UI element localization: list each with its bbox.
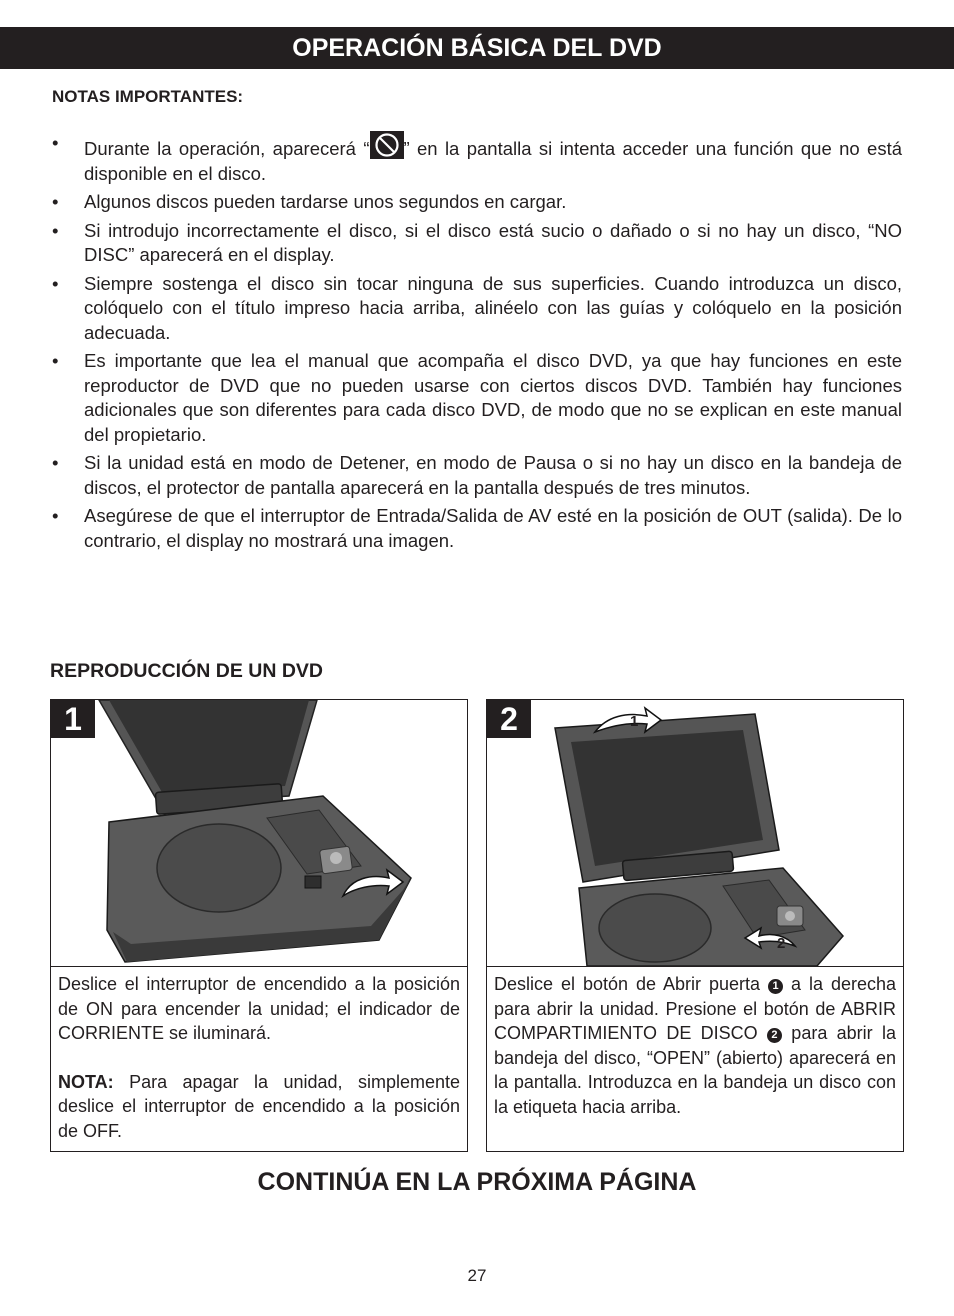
bullet: • — [52, 350, 59, 371]
notes-title: NOTAS IMPORTANTES: — [52, 87, 244, 106]
list-item — [52, 451, 902, 500]
circled-number-1: 1 — [768, 979, 783, 994]
step-1-text: Deslice el interruptor de encendido a la posición de ON para encender la unidad; el indicador de CORRIENTE se iluminará. — [58, 974, 460, 1043]
list-item — [52, 272, 902, 346]
dvd-player-open-image — [51, 700, 467, 966]
notes-list — [52, 131, 902, 557]
step-2-illustration — [487, 700, 903, 966]
no-entry-icon — [370, 131, 404, 159]
note-text: Si introdujo incorrectamente el disco, si el disco está sucio o dañado o si no hay un disco, “NO DISC” aparecerá en el display. — [84, 219, 902, 265]
callout-2: 2 — [777, 935, 786, 952]
note-text: Asegúrese de que el interruptor de Entrada/Salida de AV esté en la posición de OUT (salida). De lo contrario, el display no mostrará una imagen. — [84, 505, 902, 551]
step-2-panel — [486, 699, 904, 1152]
dvd-player-closed-image — [487, 700, 903, 966]
bullet: • — [52, 191, 59, 212]
step-1-note — [58, 1070, 460, 1144]
note-text: Para apagar la unidad, simplemente deslice el interruptor de encendido a la posición de OFF. — [58, 1071, 460, 1141]
bullet: • — [52, 452, 59, 473]
circled-number-2: 2 — [767, 1028, 782, 1043]
step-2-text-b: a la derecha para abrir la unidad. Presione el botón de ABRIR COMPARTIMIENTO DE DISCO — [494, 974, 896, 1043]
list-item — [52, 190, 902, 215]
callout-1: 1 — [630, 713, 639, 730]
note-label: NOTA: — [58, 1071, 114, 1092]
step-1-panel — [50, 699, 468, 1152]
list-item — [52, 349, 902, 447]
note-text-before-icon: Durante la operación, aparecerá “ — [84, 138, 370, 159]
bullet: • — [52, 132, 59, 153]
bullet: • — [52, 219, 59, 241]
list-item — [52, 504, 902, 553]
step-number: 1 — [51, 700, 95, 738]
note-text: Si la unidad está en modo de Detener, en modo de Pausa o si no hay un disco en la bandeja de discos, el protector de pantalla aparecerá en la pantalla después de tres minutos. — [84, 452, 902, 498]
step-1-illustration — [51, 700, 467, 966]
section-title: REPRODUCCIÓN DE UN DVD — [50, 660, 324, 682]
step-2-text-a: Deslice el botón de Abrir puerta — [494, 974, 768, 994]
page-title: OPERACIÓN BÁSICA DEL DVD — [0, 27, 954, 69]
step-2-caption — [487, 966, 903, 1153]
step-1-caption — [51, 966, 467, 1153]
step-2-text — [494, 972, 896, 1119]
bullet: • — [52, 272, 59, 294]
note-text: Es importante que lea el manual que acompaña el disco DVD, ya que hay funciones en este reproductor de DVD que no pueden usarse con ciertos discos DVD. También hay funciones adicionales que son diferentes para cada disco DVD, de modo que no se explican en este manual del propietario. — [84, 350, 902, 445]
note-text: Siempre sostenga el disco sin tocar ninguna de sus superficies. Cuando introduzca un disco, colóquelo con el título impreso hacia arriba, alinéelo con las guías y colóquelo en la posición adecuada. — [84, 272, 902, 343]
step-2-text-c: para abrir la bandeja del disco, “OPEN” (abierto) aparecerá en la pantalla. Introduzca en la bandeja un disco con la etiqueta hacia arriba. — [494, 1023, 896, 1117]
note-text: Algunos discos pueden tardarse unos segundos en cargar. — [84, 191, 567, 212]
step-number: 2 — [487, 700, 531, 738]
list-item — [52, 131, 902, 186]
note-text-after-icon: ” en la pantalla si intenta acceder una función que no está disponible en el disco. — [84, 138, 902, 184]
bullet: • — [52, 505, 59, 526]
continue-heading: CONTINÚA EN LA PRÓXIMA PÁGINA — [257, 1168, 697, 1196]
list-item — [52, 219, 902, 268]
page-number: 27 — [467, 1266, 487, 1285]
